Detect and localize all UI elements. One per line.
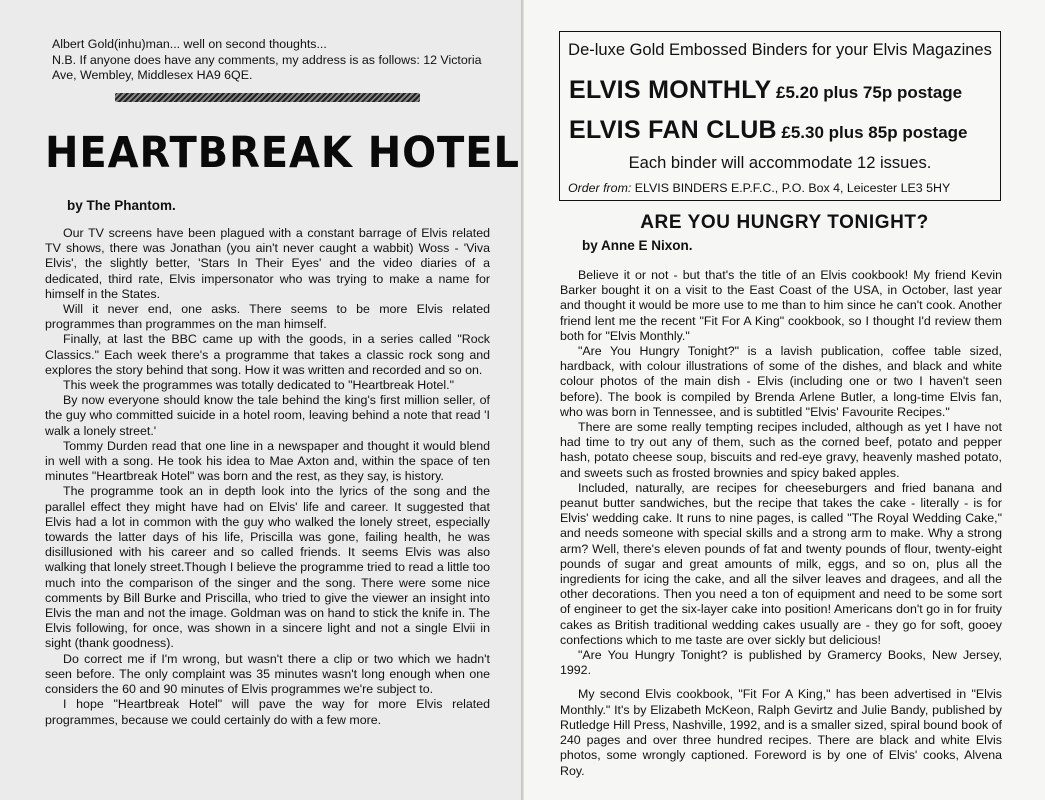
rope-divider (115, 93, 420, 102)
paragraph: Believe it or not - but that's the title of an Elvis cookbook! My friend Kevin Barker bought it on a visit to the East Coast of the USA, in October, last year and thought it would be more use to me than to him since he can't cook. Another friend lent me the recent "Fit For A King" cookbook, so I thought I'd review them both for "Elvis Monthly." (560, 268, 1002, 343)
left-page (0, 0, 522, 800)
paragraph: Our TV screens have been plagued with a constant barrage of Elvis related TV shows, there was Jonathan (you ain't never caught a wabbit) Woss - 'Viva Elvis', the slightly better, 'Stars In Their Eyes' and the video diaries of a dedicated, third rate, Elvis impersonator who was trying to make a name for himself in the States. (45, 226, 490, 301)
paragraph: I hope "Heartbreak Hotel" will pave the way for more Elvis related programmes, because we could certainly do with a few more. (45, 697, 490, 727)
paragraph: Finally, at last the BBC came up with the goods, in a series called "Rock Classics." Each week there's a programme that takes a classic rock song and explores the story behind that song. How it was written and recorded and so on. (45, 332, 490, 377)
advert-price: £5.30 plus 85p postage (781, 123, 968, 142)
intro-note (52, 37, 497, 84)
paragraph: Tommy Durden read that one line in a newspaper and thought it would blend in well with a song. He took his idea to Mae Axton and, within the space of ten minutes "Heartbreak Hotel" was born and the rest, as they say, is history. (45, 438, 490, 484)
paragraph: My second Elvis cookbook, "Fit For A King," has been advertised in "Elvis Monthly." It's by Elizabeth McKeon, Ralph Gevirtz and Julie Bandy, published by Rutledge Hill Press, Nashville, 1992, and is a smaller sized, spiral bound book of 240 pages and over three hundred recipes. There are black and white Elvis photos, some wrongly captioned. Foreword is by one of Elvis' cooks, Alvena Roy. (560, 687, 1002, 778)
article-body (45, 226, 490, 728)
intro-line: Albert Gold(inhu)man... well on second thoughts... (52, 37, 327, 51)
article-headline: HEARTBREAK HOTEL (45, 128, 520, 178)
paragraph: The programme took an in depth look into the lyrics of the song and the parallel effect they might have had on Elvis' life and career. It suggested that Elvis had a lot in common with the guy who walked the lonely street, especially towards the latter days of his life, Priscilla was gone, failing health, he was disillusioned with his career and so called friends. It seems Elvis was also walking that lonely street.Though I believe the programme tried to read a little too much into the comparison of the singer and the song. There were some nice comments by Bill Burke and Priscilla, who tried to give the viewer an insight into Elvis the man and not the image. Goldman was on hand to stick the knife in. The Elvis following, for once, was shown in a sincere light and not a single Elvii in sight (thank goodness). (45, 484, 490, 651)
article-byline: by The Phantom. (67, 198, 176, 213)
advert-elvis-monthly (569, 76, 994, 105)
paragraph: "Are You Hungry Tonight? is published by Gramercy Books, New Jersey, 1992. (560, 648, 1002, 678)
paragraph: "Are You Hungry Tonight?" is a lavish publication, coffee table sized, hardback, with colour illustrations of some of the dishes, and black and white colour photos of the main dish - Elvis (including one or two I haven't seen before). The book is compiled by Brenda Arlene Butler, a long-time Elvis fan, who was born in Tennessee, and is subtitled "Elvis' Favourite Recipes." (560, 344, 1002, 419)
paragraph: Will it never end, one asks. There seems to be more Elvis related programmes than programmes on the man himself. (45, 302, 490, 332)
advert-order-line (568, 181, 998, 195)
order-address: ELVIS BINDERS E.P.F.C., P.O. Box 4, Leicester LE3 5HY (634, 181, 951, 195)
advert-title: ELVIS FAN CLUB (569, 116, 777, 144)
advert-headline: De-luxe Gold Embossed Binders for your Elvis Magazines (568, 41, 992, 59)
paragraph: By now everyone should know the tale behind the king's first million seller, of the guy who committed suicide in a hotel room, leaving behind a note that read 'I walk a lonely street.' (45, 393, 490, 438)
advert-elvis-fan-club (569, 116, 994, 145)
order-label: Order from: (568, 181, 632, 195)
article-byline: by Anne E Nixon. (582, 238, 693, 253)
article-title: ARE YOU HUNGRY TONIGHT? (640, 212, 929, 233)
address-note: N.B. If anyone does have any comments, my address is as follows: 12 Victoria Ave, Wembley, Middlesex HA9 6QE. (52, 52, 482, 82)
paragraph: Included, naturally, are recipes for cheeseburgers and fried banana and peanut butter sandwiches, but the recipe that takes the cake - literally - is for Elvis' wedding cake. It runs to nine pages, is called "The Royal Wedding Cake," and needs someone with special skills and a strong arm to make. Why a strong arm? Well, there's eleven pounds of fat and twenty pounds of flour, twenty-eight pounds of sugar and great amounts of milk, eggs, and so on, plus all the ingredients for icing the cake, and all the silver leaves and dragees, and all the other decorations. Then you need a ton of equipment and need to be some sort of engineer to get the six-layer cake into position! Americans don't go in for fruity cakes as British traditional wedding cakes usually are - they go for soft, gooey confections which to me taste are over sickly but delicious! (560, 480, 1002, 647)
advert-title: ELVIS MONTHLY (569, 76, 772, 104)
article-body (560, 268, 1002, 779)
right-page (524, 0, 1045, 800)
advert-price: £5.20 plus 75p postage (776, 83, 963, 102)
paragraph: This week the programmes was totally dedicated to "Heartbreak Hotel." (63, 378, 455, 393)
paragraph: There are some really tempting recipes included, although as yet I have not had time to try out any of them, such as the corned beef, potato and pepper hash, potato cheese soup, biscuits and red-eye gravy, heavenly mashed potato, and sweets such as frosted brownies and spicy baked apples. (560, 420, 1002, 480)
paragraph: Do correct me if I'm wrong, but wasn't there a clip or two which we hadn't seen before. The only complaint was 35 minutes wasn't long enough when one considers the 60 and 90 minutes of Elvis programmes we're subject to. (45, 651, 490, 697)
advert-capacity: Each binder will accommodate 12 issues. (628, 154, 932, 172)
binder-advert (559, 31, 1001, 201)
